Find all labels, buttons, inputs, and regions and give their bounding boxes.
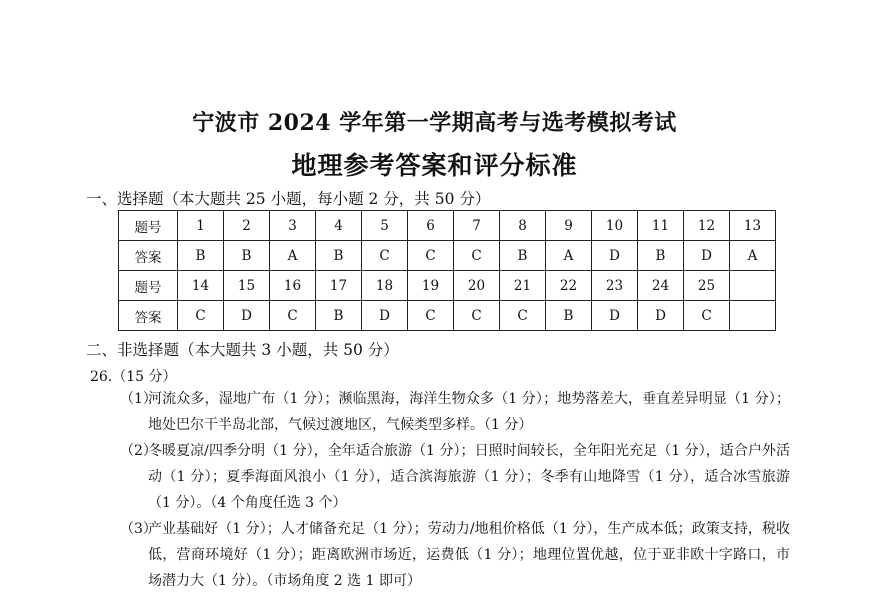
section-heading-choice: 一、选择题（本大题共 25 小题，每小题 2 分，共 50 分） bbox=[86, 190, 491, 208]
answer-cell: C bbox=[408, 301, 454, 331]
table-row bbox=[119, 211, 776, 241]
question-number: 8 bbox=[500, 211, 546, 241]
answer-cell: C bbox=[454, 241, 500, 271]
answer-cell bbox=[730, 301, 776, 331]
item-number: （2） bbox=[120, 443, 157, 459]
item-number: （1） bbox=[120, 391, 157, 407]
answer-cell: A bbox=[546, 241, 592, 271]
question-number: 15 bbox=[224, 271, 270, 301]
question-number: 5 bbox=[362, 211, 408, 241]
answer-cell: B bbox=[224, 241, 270, 271]
answer-item-2 bbox=[120, 438, 790, 516]
answer-cell: B bbox=[316, 241, 362, 271]
item-text: 产业基础好（1 分）；人才储备充足（1 分）；劳动力/地租价格低（1 分），生产成本低；政策支持，税收低，营商环境好（1 分）；距离欧洲市场近，运费低（1 分）；地理位置优越，位于亚非欧十字路口，市场潜力大（1 分）。（市场角度 2 选 1 即可） bbox=[148, 521, 790, 589]
table-row bbox=[119, 271, 776, 301]
question-26-label: 26.（15 分） bbox=[90, 369, 177, 385]
question-number: 17 bbox=[316, 271, 362, 301]
question-number: 6 bbox=[408, 211, 454, 241]
question-number: 10 bbox=[592, 211, 638, 241]
question-number: 12 bbox=[684, 211, 730, 241]
answer-item-3 bbox=[120, 516, 790, 594]
item-number: （3） bbox=[120, 521, 157, 537]
answer-item-1 bbox=[120, 386, 790, 438]
answer-cell: C bbox=[408, 241, 454, 271]
answer-cell: B bbox=[546, 301, 592, 331]
answer-cell: D bbox=[592, 241, 638, 271]
question-number: 22 bbox=[546, 271, 592, 301]
answer-cell: D bbox=[592, 301, 638, 331]
row-label: 题号 bbox=[119, 271, 178, 301]
table-row bbox=[119, 301, 776, 331]
item-text: 河流众多，湿地广布（1 分）；濒临黑海，海洋生物众多（1 分）；地势落差大，垂直差异明显（1 分）；地处巴尔干半岛北部，气候过渡地区，气候类型多样。（1 分） bbox=[148, 391, 790, 433]
row-label: 答案 bbox=[119, 241, 178, 271]
answer-cell: B bbox=[316, 301, 362, 331]
question-number: 25 bbox=[684, 271, 730, 301]
document-subtitle: 地理参考答案和评分标准 bbox=[291, 151, 578, 180]
answer-cell: B bbox=[638, 241, 684, 271]
answer-cell: C bbox=[500, 301, 546, 331]
table-row bbox=[119, 241, 776, 271]
row-label: 题号 bbox=[119, 211, 178, 241]
answer-cell: C bbox=[270, 301, 316, 331]
question-number: 20 bbox=[454, 271, 500, 301]
answer-table bbox=[118, 210, 776, 331]
question-number: 7 bbox=[454, 211, 500, 241]
answer-cell: A bbox=[270, 241, 316, 271]
question-number: 1 bbox=[178, 211, 224, 241]
question-number: 14 bbox=[178, 271, 224, 301]
question-number: 4 bbox=[316, 211, 362, 241]
section-heading-nonchoice: 二、非选择题（本大题共 3 小题，共 50 分） bbox=[86, 341, 399, 359]
question-number: 13 bbox=[730, 211, 776, 241]
answer-cell: A bbox=[730, 241, 776, 271]
answer-cell: C bbox=[454, 301, 500, 331]
question-number: 3 bbox=[270, 211, 316, 241]
answer-cell: D bbox=[684, 241, 730, 271]
answer-cell: D bbox=[638, 301, 684, 331]
question-number bbox=[730, 271, 776, 301]
answer-cell: C bbox=[362, 241, 408, 271]
answer-cell: D bbox=[224, 301, 270, 331]
answer-cell: C bbox=[684, 301, 730, 331]
row-label: 答案 bbox=[119, 301, 178, 331]
answer-cell: B bbox=[500, 241, 546, 271]
question-number: 24 bbox=[638, 271, 684, 301]
question-number: 9 bbox=[546, 211, 592, 241]
answer-cell: D bbox=[362, 301, 408, 331]
answer-cell: C bbox=[178, 301, 224, 331]
item-text: 冬暖夏凉/四季分明（1 分），全年适合旅游（1 分）；日照时间较长，全年阳光充足（1 分），适合户外活动（1 分）；夏季海面风浪小（1 分），适合滨海旅游（1 分）；冬季有山地降雪（1 分），适合冰雪旅游（1 分）。（4 个角度任选 3 个） bbox=[148, 443, 790, 511]
question-number: 16 bbox=[270, 271, 316, 301]
question-number: 11 bbox=[638, 211, 684, 241]
question-number: 18 bbox=[362, 271, 408, 301]
question-number: 23 bbox=[592, 271, 638, 301]
question-number: 19 bbox=[408, 271, 454, 301]
answer-cell: B bbox=[178, 241, 224, 271]
document-title: 宁波市 2024 学年第一学期高考与选考模拟考试 bbox=[192, 110, 677, 136]
question-number: 21 bbox=[500, 271, 546, 301]
question-number: 2 bbox=[224, 211, 270, 241]
